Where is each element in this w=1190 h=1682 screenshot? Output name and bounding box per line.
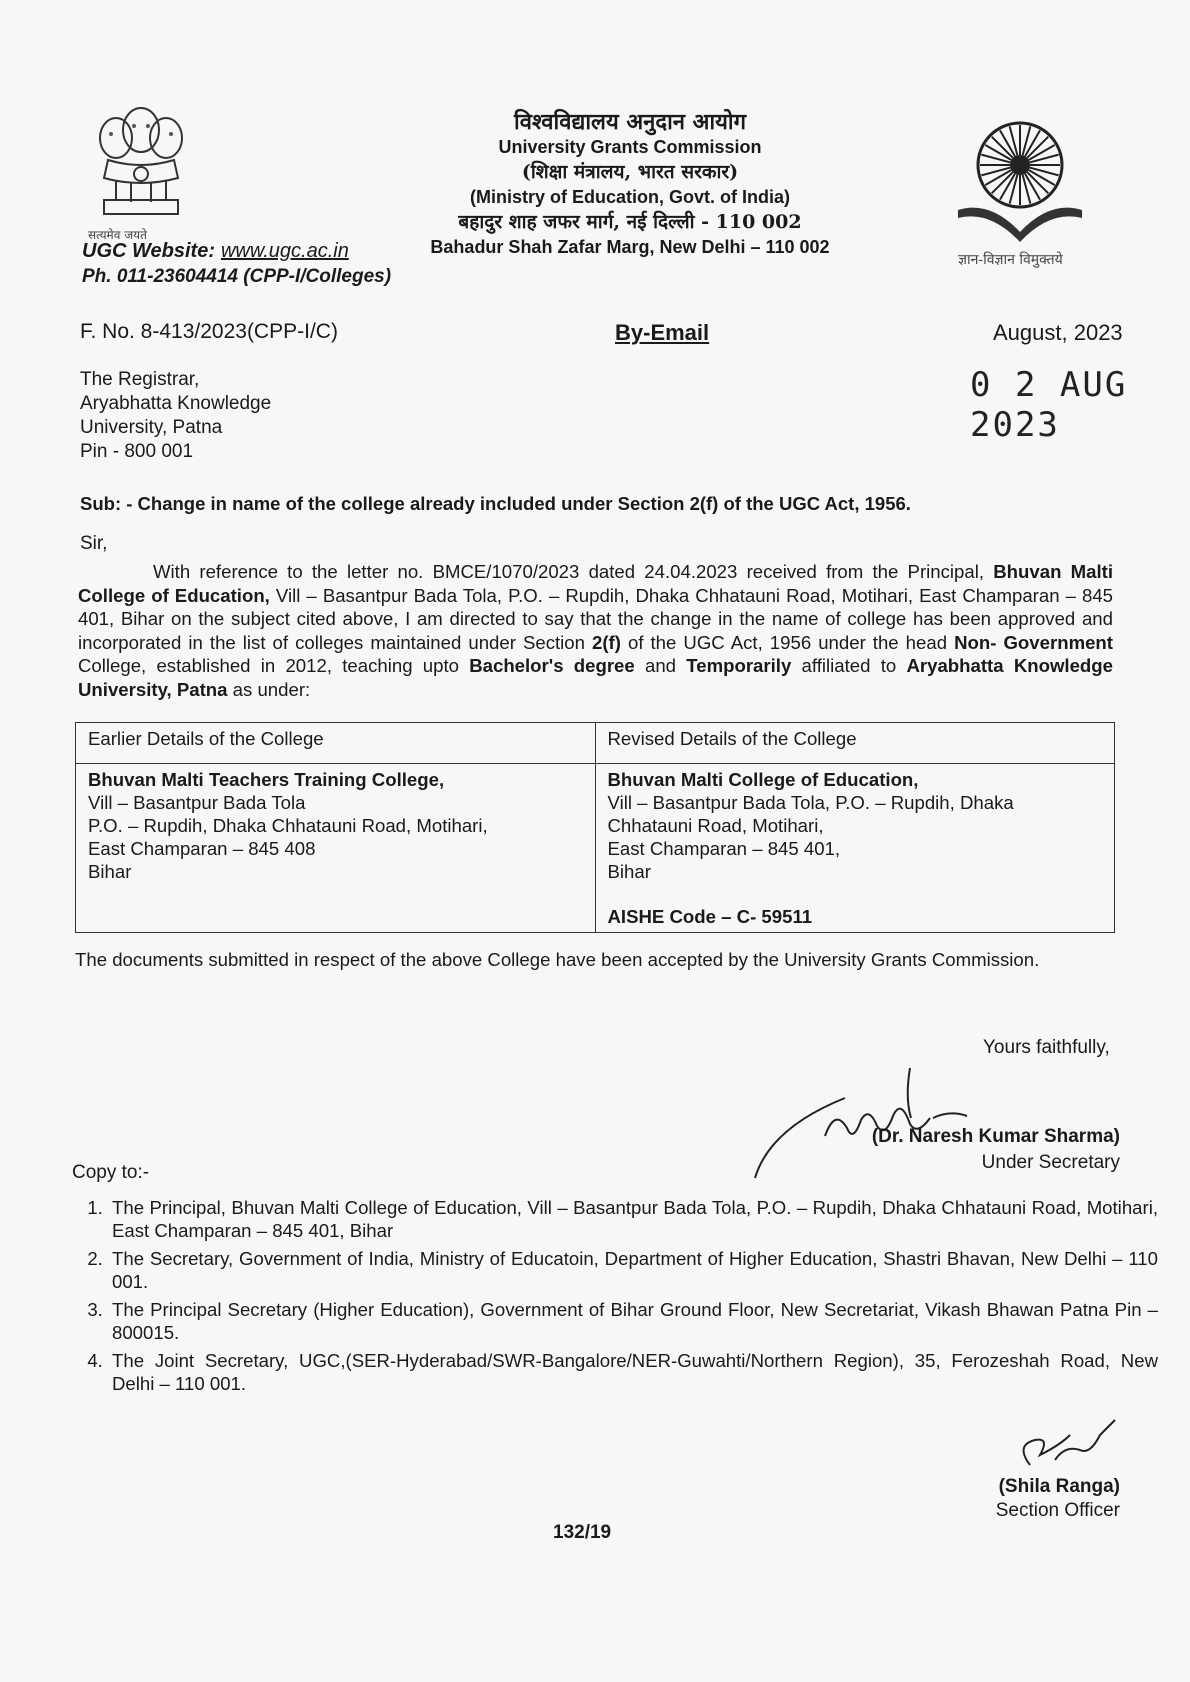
- list-item: 3. The Principal Secretary (Higher Education), Government of Bihar Ground Floor, New Secretariat, Vikash Bhawan Patna Pin – 800015.: [108, 1298, 1158, 1344]
- table-row: [76, 764, 1115, 933]
- body-bold: Bhuvan Malti College of Education,: [78, 561, 1114, 606]
- earlier-college-name: Bhuvan Malti Teachers Training College,: [88, 769, 445, 790]
- hindi-ministry: (शिक्षा मंत्रालय, भारत सरकार): [521, 161, 739, 183]
- signatory-1-title: Under Secretary: [981, 1152, 1120, 1173]
- signatory-1: [820, 1124, 1120, 1176]
- body-text: College, established in 2012, teaching upto: [78, 655, 470, 676]
- revised-details-cell: [595, 764, 1115, 933]
- college-details-table: [75, 722, 1115, 933]
- body-bold: Non- Government: [954, 631, 1113, 653]
- body-bold: Aryabhatta Knowledge University, Patna: [78, 655, 1113, 700]
- recipient-line: University, Patna: [80, 417, 223, 438]
- copy-to-label: Copy to:-: [72, 1162, 150, 1183]
- salutation: Sir,: [80, 533, 108, 554]
- copy-list: [72, 1196, 1158, 1400]
- hindi-address: बहादुर शाह जफर मार्ग, नई दिल्ली - 110 002: [458, 211, 802, 233]
- logo-tagline: ज्ञान-विज्ञान विमुक्तये: [958, 252, 1063, 268]
- body-bold: Bachelor's degree: [469, 655, 635, 676]
- body-text: Vill – Basantpur Bada Tola, P.O. – Rupdih, Dhaka Chhatauni Road, Motihari, East Champaran – 845 401, Bihar on the subject cited above, I am directed to say that the change in the name of college has been approved and incorporated in the list of colleges maintained under Section: [78, 584, 1114, 653]
- hindi-org-name: विश्वविद्यालय अनुदान आयोग: [514, 109, 746, 135]
- phone-line: Ph. 011-23604414 (CPP-I/Colleges): [82, 266, 392, 287]
- address-line: Bahadur Shah Zafar Marg, New Delhi – 110 002: [430, 237, 830, 257]
- date-stamp: 0 2 AUG 2023: [970, 365, 1128, 445]
- ugc-logo-icon: [950, 110, 1090, 250]
- table-header-revised: Revised Details of the College: [595, 723, 1115, 764]
- body-text: With reference to the letter no. BMCE/1070/2023 dated 24.04.2023 received from the Principal,: [153, 561, 985, 582]
- national-emblem-icon: [86, 100, 196, 230]
- recipient-line: Pin - 800 001: [80, 441, 194, 462]
- ministry: (Ministry of Education, Govt. of India): [470, 187, 790, 207]
- table-header-row: [76, 723, 1115, 764]
- file-number: F. No. 8-413/2023(CPP-I/C): [80, 320, 338, 343]
- revised-college-name: Bhuvan Malti College of Education,: [607, 769, 919, 790]
- revised-line: East Champaran – 845 401,: [607, 838, 841, 859]
- earlier-details-cell: [76, 764, 596, 933]
- revised-line: Vill – Basantpur Bada Tola, P.O. – Rupdih, Dhaka: [607, 792, 1014, 813]
- list-item: 4. The Joint Secretary, UGC,(SER-Hyderabad/SWR-Bangalore/NER-Guwahti/Northern Region), 35, Ferozeshah Road, New Delhi – 110 001.: [108, 1349, 1158, 1395]
- delivery-mode: By-Email: [615, 320, 710, 345]
- letter-date: August, 2023: [993, 320, 1123, 345]
- earlier-line: Vill – Basantpur Bada Tola: [88, 792, 306, 813]
- table-header-earlier: Earlier Details of the College: [76, 723, 596, 764]
- signatory-1-name: (Dr. Naresh Kumar Sharma): [871, 1126, 1120, 1147]
- earlier-line: P.O. – Rupdih, Dhaka Chhatauni Road, Motihari,: [88, 815, 488, 836]
- letterhead: [420, 110, 840, 260]
- aishe-code: AISHE Code – C- 59511: [607, 906, 813, 927]
- letter-body: [78, 560, 1113, 701]
- body-text: as under:: [227, 678, 311, 700]
- body-text: and: [634, 655, 687, 676]
- revised-line: Chhatauni Road, Motihari,: [607, 815, 824, 836]
- closing: Yours faithfully,: [983, 1037, 1110, 1058]
- subject-line: Sub: - Change in name of the college already included under Section 2(f) of the UGC Act, 1956.: [80, 493, 911, 514]
- recipient-line: The Registrar,: [80, 369, 200, 390]
- recipient-address: [80, 368, 271, 464]
- signatory-2: [880, 1475, 1120, 1523]
- page-number: 132/19: [553, 1522, 612, 1543]
- signatory-2-title: Section Officer: [995, 1500, 1120, 1521]
- body-text: affiliated to: [791, 655, 907, 676]
- emblem-motto: सत्यमेव जयते: [88, 228, 147, 242]
- documents-note: The documents submitted in respect of the above College have been accepted by the University Grants Commission.: [75, 949, 1040, 970]
- body-text: of the UGC Act, 1956 under the head: [620, 631, 955, 653]
- list-item: 2. The Secretary, Government of India, Ministry of Educatoin, Department of Higher Education, Shastri Bhavan, New Delhi – 110 001.: [108, 1247, 1158, 1293]
- body-bold: Temporarily: [686, 655, 792, 676]
- website-line: [82, 240, 349, 263]
- earlier-line: East Champaran – 845 408: [88, 838, 316, 859]
- signatory-2-name: (Shila Ranga): [998, 1476, 1120, 1497]
- website-label: UGC Website:: [82, 240, 215, 262]
- recipient-line: Aryabhatta Knowledge: [80, 393, 272, 414]
- website-link[interactable]: www.ugc.ac.in: [220, 240, 349, 262]
- revised-line: Bihar: [607, 861, 651, 882]
- body-bold: 2(f): [592, 631, 621, 653]
- earlier-line: Bihar: [88, 861, 132, 882]
- org-name: University Grants Commission: [498, 137, 762, 157]
- list-item: 1. The Principal, Bhuvan Malti College of Education, Vill – Basantpur Bada Tola, P.O. – Rupdih, Dhaka Chhatauni Road, Motihari, East Champaran – 845 401, Bihar: [108, 1196, 1158, 1242]
